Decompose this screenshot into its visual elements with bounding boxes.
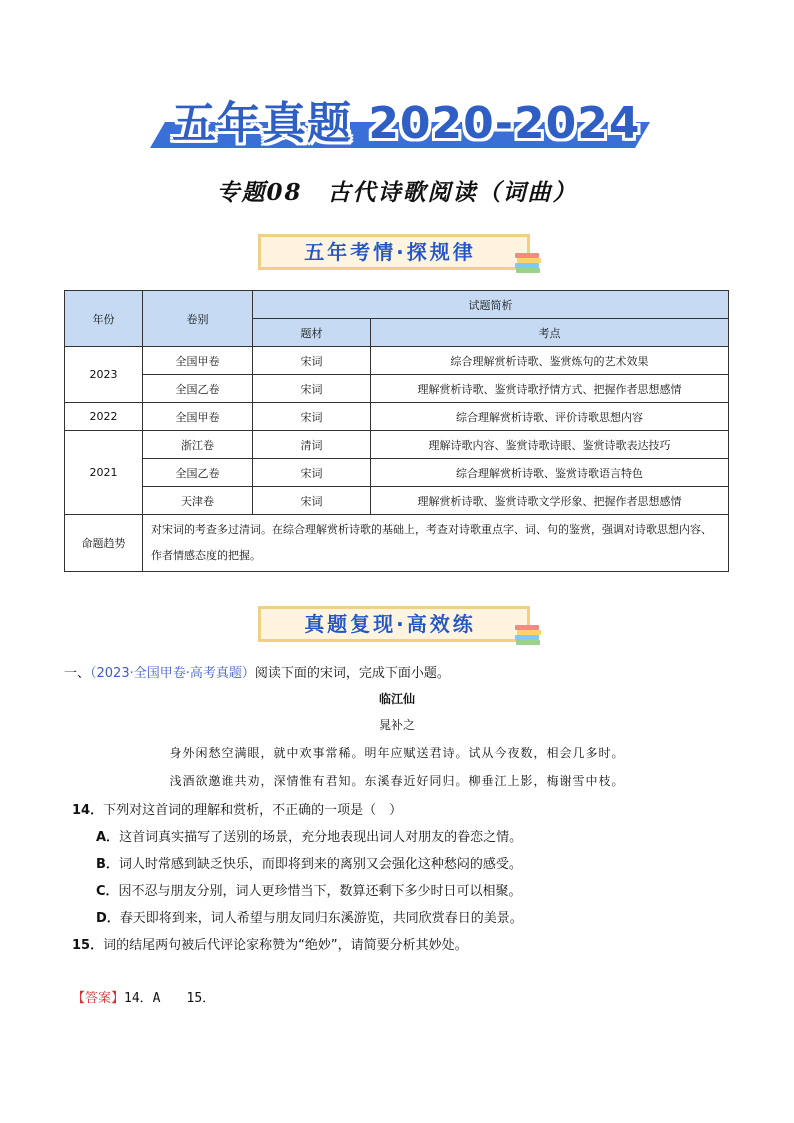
option-text: 词人时常感到缺乏快乐，而即将到来的离别又会强化这种愁闷的感受。 <box>118 857 522 872</box>
table-row <box>65 459 729 487</box>
material-cell: 宋词 <box>253 459 371 487</box>
books-icon <box>515 625 541 645</box>
material-cell: 宋词 <box>253 403 371 431</box>
points-cell: 理解诗歌内容、鉴赏诗歌诗眼、鉴赏诗歌表达技巧 <box>371 431 729 459</box>
paper-cell: 全国甲卷 <box>143 347 253 375</box>
section-header-practice <box>258 606 530 642</box>
topic-title: 专题08 古代诗歌阅读（词曲） <box>216 179 578 206</box>
option-a <box>96 826 522 845</box>
material-cell: 宋词 <box>253 375 371 403</box>
points-cell: 理解赏析诗歌、鉴赏诗歌文学形象、把握作者思想感情 <box>371 487 729 515</box>
year-cell: 2021 <box>65 431 143 515</box>
answer-tag: 【答案】 <box>72 991 125 1006</box>
table-row <box>65 375 729 403</box>
header-paper: 卷别 <box>143 291 253 347</box>
header-material: 题材 <box>253 319 371 347</box>
header-points: 考点 <box>371 319 729 347</box>
section-title: 真题复现·高效练 <box>304 612 476 636</box>
table-row <box>65 487 729 515</box>
option-b <box>96 853 522 872</box>
section-header-trends <box>258 234 530 270</box>
question-number: 15． <box>72 938 104 953</box>
trend-label: 命题趋势 <box>65 515 143 572</box>
question-instruction: 阅读下面的宋词，完成下面小题。 <box>254 666 450 681</box>
option-text: 因不忍与朋友分别，词人更珍惜当下，数算还剩下多少时日可以相聚。 <box>118 884 522 899</box>
question-text: 词的结尾两句被后代评论家称赞为“绝妙”，请简要分析其妙处。 <box>103 938 468 953</box>
option-d <box>96 907 523 926</box>
material-cell: 清词 <box>253 431 371 459</box>
trend-row <box>65 515 729 572</box>
option-letter: A． <box>96 830 120 845</box>
year-cell: 2023 <box>65 347 143 403</box>
points-cell: 理解赏析诗歌、鉴赏诗歌抒情方式、把握作者思想感情 <box>371 375 729 403</box>
poem-title: 临江仙 <box>378 692 415 706</box>
table-row <box>65 431 729 459</box>
poem-author: 晁补之 <box>378 718 415 732</box>
option-letter: C． <box>96 884 119 899</box>
points-cell: 综合理解赏析诗歌、鉴赏炼句的艺术效果 <box>371 347 729 375</box>
question-text: 下列对这首词的理解和赏析，不正确的一项是（ ） <box>103 803 403 818</box>
header-year: 年份 <box>65 291 143 347</box>
points-cell: 综合理解赏析诗歌、鉴赏诗歌语言特色 <box>371 459 729 487</box>
points-cell: 综合理解赏析诗歌、评价诗歌思想内容 <box>371 403 729 431</box>
material-cell: 宋词 <box>253 347 371 375</box>
poem-line: 浅酒欲邀谁共劝，深情惟有君知。东溪春近好同归。柳垂江上影，梅谢雪中枝。 <box>169 774 625 788</box>
table-row <box>65 347 729 375</box>
answer-text: 14．A 15． <box>124 991 216 1006</box>
books-icon <box>515 253 541 273</box>
question-intro <box>64 662 450 681</box>
option-letter: D． <box>96 911 120 926</box>
paper-cell: 浙江卷 <box>143 431 253 459</box>
answer-line <box>72 987 215 1006</box>
trend-text: 对宋词的考查多过清词。在综合理解赏析诗歌的基础上，考查对诗歌重点字、词、句的鉴赏，强调对诗歌思想内容、作者情感态度的把握。 <box>143 515 729 572</box>
section-title: 五年考情·探规律 <box>304 240 476 264</box>
paper-cell: 全国乙卷 <box>143 375 253 403</box>
paper-cell: 全国甲卷 <box>143 403 253 431</box>
question-15 <box>72 934 468 953</box>
banner-title: 五年真题 2020-2024 <box>172 98 641 149</box>
year-cell: 2022 <box>65 403 143 431</box>
exam-analysis-table <box>64 290 729 572</box>
poem-line: 身外闲愁空满眼，就中欢事常稀。明年应赋送君诗。试从今夜数，相会几多时。 <box>169 746 625 760</box>
option-letter: B． <box>96 857 119 872</box>
title-banner <box>150 96 640 154</box>
question-number: 14． <box>72 803 104 818</box>
paper-cell: 天津卷 <box>143 487 253 515</box>
table-row <box>65 403 729 431</box>
question-14 <box>72 799 402 818</box>
material-cell: 宋词 <box>253 487 371 515</box>
question-source: （2023·全国甲卷·高考真题） <box>90 666 255 681</box>
question-prefix: 一、 <box>64 666 91 681</box>
option-text: 春天即将到来，词人希望与朋友同归东溪游览，共同欣赏春日的美景。 <box>119 911 523 926</box>
option-c <box>96 880 522 899</box>
option-text: 这首词真实描写了送别的场景，充分地表现出词人对朋友的眷恋之情。 <box>119 830 523 845</box>
paper-cell: 全国乙卷 <box>143 459 253 487</box>
header-analysis: 试题简析 <box>253 291 729 319</box>
